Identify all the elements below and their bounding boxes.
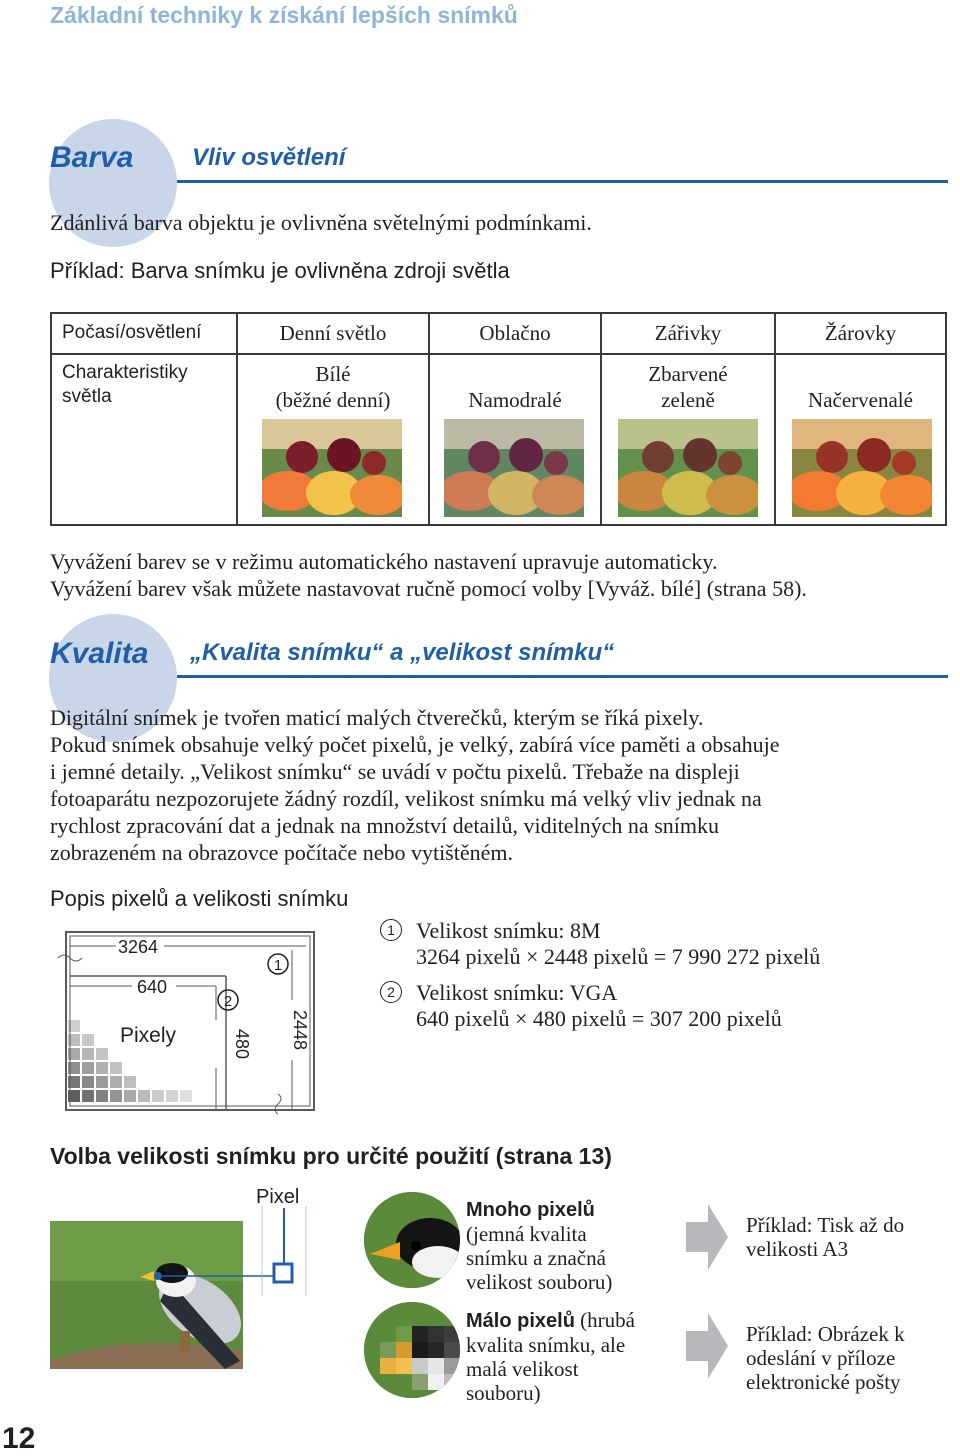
example-line: Příklad: Obrázek k xyxy=(746,1322,905,1346)
example-line: Příklad: Tisk až do xyxy=(746,1213,905,1237)
example-line: elektronické pošty xyxy=(746,1370,901,1394)
characteristic-line: Bílé xyxy=(315,362,351,386)
fruit-photo-incandescent xyxy=(792,419,932,517)
body-line: Pokud snímek obsahuje velký počet pixelů, je velký, zabírá více paměti a obsahuje xyxy=(50,732,780,757)
section-rule xyxy=(177,675,948,678)
example-few xyxy=(746,1322,905,1394)
description-line: snímku a značná xyxy=(466,1246,606,1270)
barva-note xyxy=(50,548,807,602)
marker-1-label: 1 xyxy=(273,957,283,974)
few-pixels-title: Málo pixelů xyxy=(466,1310,575,1332)
page-number: 12 xyxy=(2,1422,36,1455)
volba-heading: Volba velikosti snímku pro určité použití (strana 13) xyxy=(50,1143,612,1169)
pixel-callout-pointer xyxy=(150,1206,310,1296)
body-line: i jemné detaily. „Velikost snímku“ se uvádí v počtu pixelů. Třebaže na displeji xyxy=(50,759,740,784)
height-small-label: 480 xyxy=(232,1028,252,1060)
body-line: Digitální snímek je tvořen maticí malých čtverečků, kterým se říká pixely. xyxy=(50,705,704,730)
example-line: odeslání v příloze xyxy=(746,1346,896,1370)
barva-example-heading: Příklad: Barva snímku je ovlivněna zdroji světla xyxy=(50,258,510,283)
few-pixels-description xyxy=(466,1308,635,1405)
note-line: Vyvážení barev se v režimu automatického nastavení upravuje automaticky. xyxy=(50,549,718,574)
table-row-divider xyxy=(52,353,945,355)
diagram-heading: Popis pixelů a velikosti snímku xyxy=(50,886,349,911)
body-line: fotoaparátu nezpozorujete žádný rozdíl, velikost snímku má velký vliv jednak na xyxy=(50,786,762,811)
page-header-title: Základní techniky k získání lepších snímků xyxy=(50,2,518,28)
description-line: velikost souboru) xyxy=(466,1270,613,1294)
size-vga-line2: 640 pixelů × 480 pixelů = 307 200 pixelů xyxy=(416,1006,782,1031)
table-header-line: světla xyxy=(62,386,112,407)
fruit-photo-daylight xyxy=(262,419,402,517)
description-line: souboru) xyxy=(466,1381,541,1405)
note-line: Vyvážení barev však můžete nastavovat ručně pomocí volby [Vyváž. bílé] (strana 58). xyxy=(50,576,807,601)
fruit-photo-fluorescent xyxy=(618,419,758,517)
condition-daylight: Denní světlo xyxy=(279,321,387,345)
size-8m-line1: Velikost snímku: 8M xyxy=(416,918,601,943)
condition-cloudy: Oblačno xyxy=(479,321,551,345)
condition-fluorescent: Zářivky xyxy=(654,321,722,345)
many-pixels-description xyxy=(466,1198,612,1294)
fruit-photo-cloudy xyxy=(444,419,584,517)
body-line: zobrazeném na obrazovce počítače nebo vytištěném. xyxy=(50,840,513,865)
condition-incandescent: Žárovky xyxy=(824,321,897,345)
pixel-label: Pixel xyxy=(256,1186,300,1208)
section-title-kvalita: „Kvalita snímku“ a „velikost snímku“ xyxy=(190,639,615,666)
example-line: velikosti A3 xyxy=(746,1237,849,1261)
marker-2-label: 2 xyxy=(223,993,233,1010)
arrow-right-icon xyxy=(686,1313,728,1379)
table-header-line: Charakteristiky xyxy=(62,362,188,383)
barva-intro: Zdánlivá barva objektu je ovlivněna světelnými podmínkami. xyxy=(50,210,592,235)
table-header-conditions: Počasí/osvětlení xyxy=(62,322,202,343)
zoom-many-pixels xyxy=(364,1192,460,1288)
number-circle-icon: 2 xyxy=(380,981,402,1003)
lighting-table xyxy=(50,312,947,526)
size-vga-line1: Velikost snímku: VGA xyxy=(416,980,618,1005)
arrow-right-icon xyxy=(686,1204,728,1270)
pixels-label: Pixely xyxy=(120,1024,177,1047)
characteristic-fluorescent xyxy=(602,361,774,413)
characteristic-line: Zbarvené xyxy=(648,362,728,386)
zoom-few-pixels xyxy=(364,1302,460,1398)
pixel-size-diagram xyxy=(56,920,336,1120)
height-large-label: 2448 xyxy=(290,1009,310,1051)
table-header-characteristics xyxy=(62,361,188,409)
characteristic-daylight xyxy=(238,361,428,413)
width-large-label: 3264 xyxy=(117,937,159,957)
characteristic-line: zeleně xyxy=(661,388,715,412)
characteristic-line: (běžné denní) xyxy=(275,388,391,412)
size-8m-line2: 3264 pixelů × 2448 pixelů = 7 990 272 pixelů xyxy=(416,944,821,969)
body-line: rychlost zpracování dat a jednak na množství detailů, viditelných na snímku xyxy=(50,813,719,838)
width-small-label: 640 xyxy=(136,977,168,997)
example-many xyxy=(746,1213,904,1261)
description-line: kvalita snímku, ale xyxy=(466,1333,626,1357)
section-title-barva: Vliv osvětlení xyxy=(192,144,346,171)
characteristic-cloudy: Namodralé xyxy=(468,388,562,412)
section-label-barva: Barva xyxy=(50,141,134,174)
description-line: (jemná kvalita xyxy=(466,1222,587,1246)
characteristic-incandescent: Načervenalé xyxy=(808,388,913,412)
number-circle-icon: 1 xyxy=(380,919,402,941)
section-rule xyxy=(177,180,948,183)
many-pixels-title: Mnoho pixelů xyxy=(466,1199,595,1221)
description-line: malá velikost xyxy=(466,1357,579,1381)
kvalita-body xyxy=(50,704,779,866)
description-line: (hrubá xyxy=(574,1308,635,1332)
section-label-kvalita: Kvalita xyxy=(50,637,149,670)
